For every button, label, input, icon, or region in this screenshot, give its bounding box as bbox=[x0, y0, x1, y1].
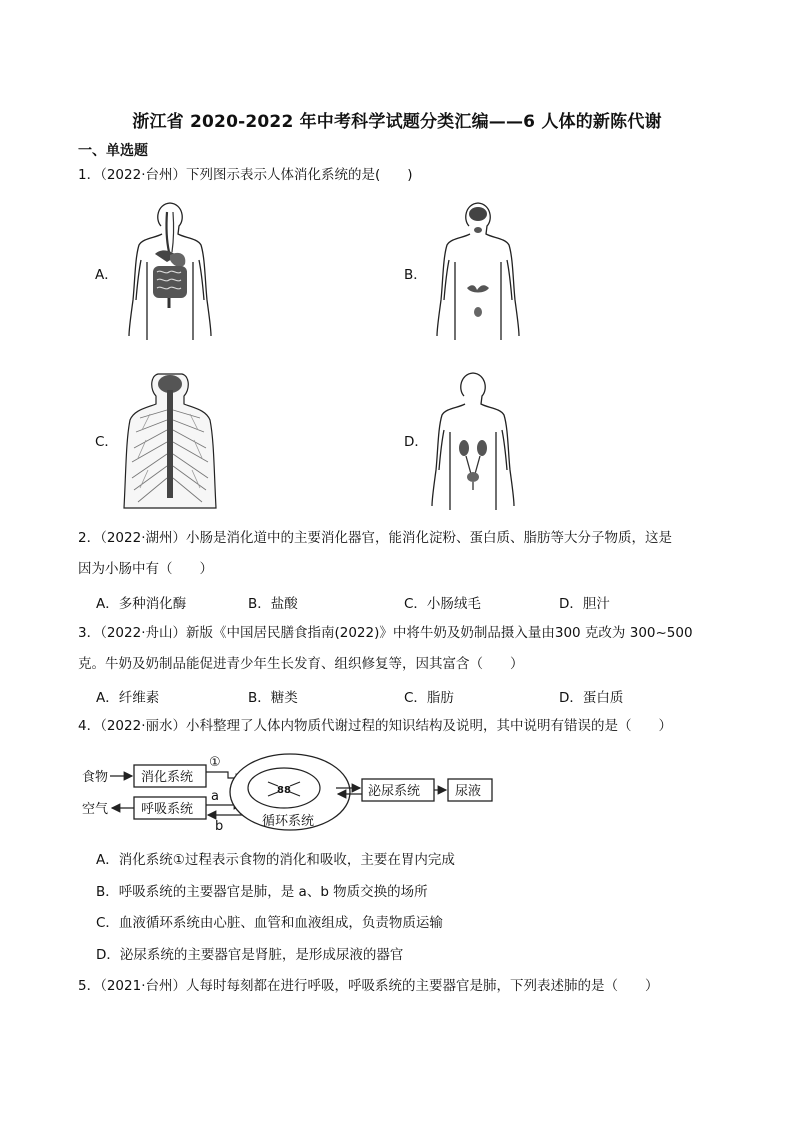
q3-option-b: B．糖类 bbox=[248, 690, 298, 706]
q1-option-a-label: A． bbox=[95, 267, 118, 283]
q3-option-d: D．蛋白质 bbox=[559, 690, 624, 706]
diagram-air-label: 空气 bbox=[82, 802, 109, 817]
endocrine-system-figure bbox=[433, 200, 523, 340]
q3-stem-line1: 3．（2022·舟山）新版《中国居民膳食指南(2022)》中将牛奶及奶制品摄入量由300 克改为 300~500 bbox=[78, 625, 693, 641]
q4-option-a: A．消化系统①过程表示食物的消化和吸收，主要在胃内完成 bbox=[96, 852, 455, 868]
metabolism-diagram bbox=[78, 748, 498, 838]
q4-option-c: C．血液循环系统由心脏、血管和血液组成，负责物质运输 bbox=[96, 915, 443, 931]
q3-option-a: A．纤维素 bbox=[96, 690, 160, 706]
q2-stem-line2: 因为小肠中有（ ） bbox=[78, 561, 213, 577]
q3-stem-line2: 克。牛奶及奶制品能促进青少年生长发育、组织修复等，因其富含（ ） bbox=[78, 656, 524, 672]
digestive-system-figure bbox=[125, 200, 215, 340]
q2-stem-line1: 2．（2022·湖州）小肠是消化道中的主要消化器官，能消化淀粉、蛋白质、脂肪等大分子物质，这是 bbox=[78, 530, 672, 546]
q4-option-b: B．呼吸系统的主要器官是肺，是 a、b 物质交换的场所 bbox=[96, 884, 428, 900]
q4-option-d: D．泌尿系统的主要器官是肾脏，是形成尿液的器官 bbox=[96, 947, 404, 963]
heart-symbol: 88 bbox=[277, 785, 291, 796]
q1-option-b-label: B． bbox=[404, 267, 427, 283]
page-title: 浙江省 2020-2022 年中考科学试题分类汇编——6 人体的新陈代谢 bbox=[132, 112, 662, 132]
q2-option-d: D．胆汁 bbox=[559, 596, 610, 612]
q1-stem: 1．（2022·台州）下列图示表示人体消化系统的是( ) bbox=[78, 167, 413, 183]
nervous-system-figure bbox=[120, 370, 220, 510]
q2-option-b: B．盐酸 bbox=[248, 596, 298, 612]
diagram-food-label: 食物 bbox=[82, 770, 109, 785]
q1-option-c-label: C． bbox=[95, 434, 118, 450]
q2-option-c: C．小肠绒毛 bbox=[404, 596, 481, 612]
q2-option-a: A．多种消化酶 bbox=[96, 596, 187, 612]
diagram-mark-a: a bbox=[211, 789, 219, 804]
q1-option-d-label: D． bbox=[404, 434, 428, 450]
section-heading: 一、单选题 bbox=[78, 143, 148, 159]
diagram-mark-b: b bbox=[215, 819, 224, 834]
diagram-respiratory-label: 呼吸系统 bbox=[141, 802, 194, 817]
q3-option-c: C．脂肪 bbox=[404, 690, 454, 706]
diagram-circulatory-label: 循环系统 bbox=[262, 814, 315, 829]
q5-stem: 5．（2021·台州）人每时每刻都在进行呼吸，呼吸系统的主要器官是肺，下列表述肺的是（ ） bbox=[78, 978, 659, 994]
q4-stem: 4．（2022·丽水）小科整理了人体内物质代谢过程的知识结构及说明，其中说明有错误的是（ ） bbox=[78, 718, 672, 734]
diagram-urinary-label: 泌尿系统 bbox=[368, 784, 421, 799]
diagram-digestive-label: 消化系统 bbox=[141, 770, 194, 785]
urinary-system-figure bbox=[428, 370, 518, 510]
diagram-urine-label: 尿液 bbox=[455, 784, 482, 799]
diagram-mark-1: ① bbox=[209, 755, 221, 770]
